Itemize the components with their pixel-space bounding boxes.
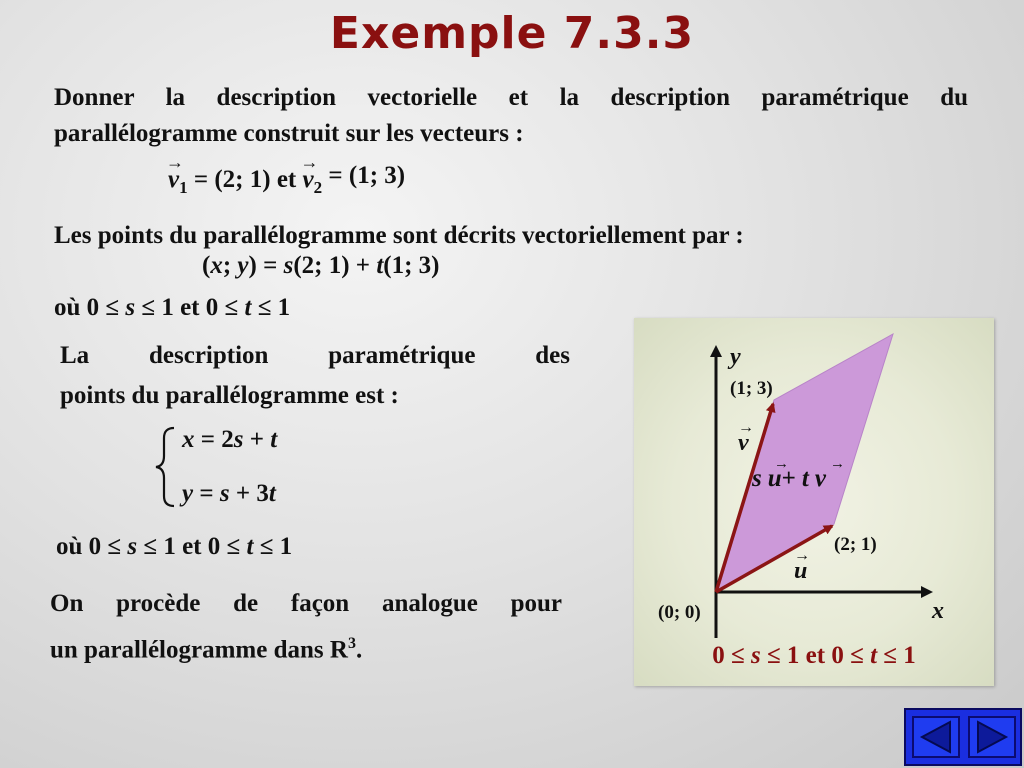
left-arrow-icon [914, 718, 958, 756]
navigation-bar [904, 708, 1022, 766]
label-combination-arrow-icon: → [774, 456, 789, 472]
previous-slide-button[interactable] [912, 716, 960, 758]
axis-label-x: x [932, 598, 944, 624]
vectorial-condition: où 0 ≤ s ≤ 1 et 0 ≤ t ≤ 1 [54, 294, 291, 321]
parametric-line-2: points du parallélogramme est : [60, 382, 399, 409]
parametric-eq-x: x = 2s + t [182, 426, 278, 453]
slide-title: Exemple 7.3.3 [329, 8, 695, 59]
vectorial-equation: (x; y) = s(2; 1) + t(1; 3) [202, 252, 440, 279]
parametric-eq-y: y = s + 3t [182, 480, 276, 507]
label-u-end: (2; 1) [834, 534, 877, 555]
label-origin: (0; 0) [658, 602, 701, 623]
label-vector-u-arrow-icon: → [794, 547, 810, 564]
vector-v1-value: = (2; 1) et [187, 166, 303, 193]
vector-definitions [166, 152, 406, 198]
system-brace [150, 424, 180, 510]
label-combination: s u+ t v [752, 465, 826, 492]
intro-line-2: parallélogramme construit sur les vecteurs : [54, 120, 524, 147]
vector-arrow-icon: → [166, 152, 184, 172]
parametric-line-1: La description paramétrique des [60, 342, 570, 369]
vector-v2: → $v_2$ [300, 152, 323, 197]
label-v-end: (1; 3) [730, 378, 773, 399]
parallelogram-figure [634, 318, 994, 686]
label-vector-u: u [794, 558, 808, 584]
next-slide-button[interactable] [968, 716, 1016, 758]
vectorial-heading: Les points du parallélogramme sont décrits vectoriellement par : [54, 222, 744, 249]
figure-condition: 0 ≤ s ≤ 1 et 0 ≤ t ≤ 1 [712, 642, 916, 669]
label-vector-v-arrow-icon: → [738, 419, 754, 436]
parametric-condition: où 0 ≤ s ≤ 1 et 0 ≤ t ≤ 1 [56, 533, 293, 560]
vector-v1: → $v_1$ [166, 152, 188, 197]
axis-label-y: y [730, 344, 741, 370]
label-vector-v: v [738, 430, 749, 456]
right-arrow-icon [970, 718, 1014, 756]
analog-line-1: On procède de façon analogue pour [50, 590, 562, 617]
intro-line-1: Donner la description vectorielle et la description paramétrique du [54, 84, 968, 111]
label-combination-arrow-icon: → [830, 456, 845, 472]
analog-line-2: un parallélogramme dans $R^3$. [50, 635, 363, 664]
vector-arrow-icon: → [300, 152, 319, 172]
vector-v2-value: = (1; 3) [322, 162, 406, 189]
